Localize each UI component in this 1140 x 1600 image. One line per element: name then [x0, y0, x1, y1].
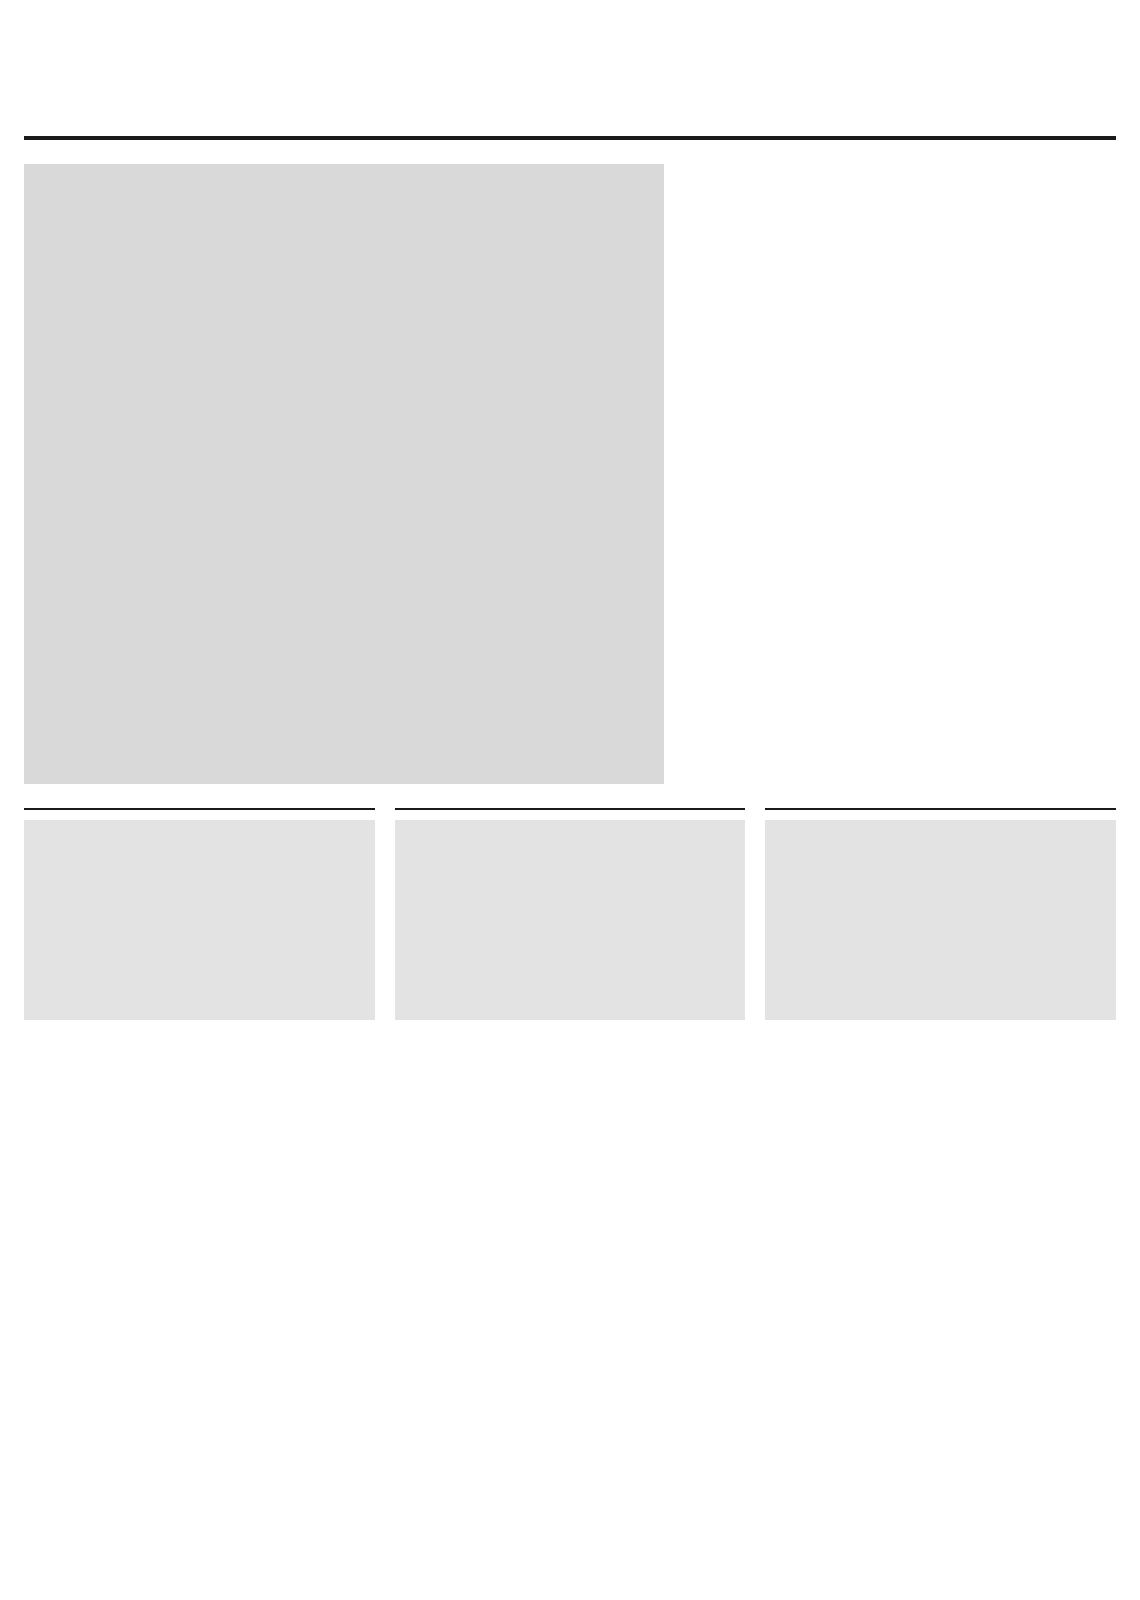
lead-photo [24, 164, 664, 784]
masthead [24, 20, 1116, 140]
story-photo [395, 820, 746, 1020]
lead-story [24, 164, 1116, 784]
story-grid [24, 808, 1116, 1548]
story-photo [24, 820, 375, 1020]
story-card [765, 808, 1116, 1548]
story-card [24, 808, 375, 1548]
story-photo [765, 820, 1116, 1020]
lead-text [684, 164, 1116, 784]
story-card [395, 808, 746, 1548]
